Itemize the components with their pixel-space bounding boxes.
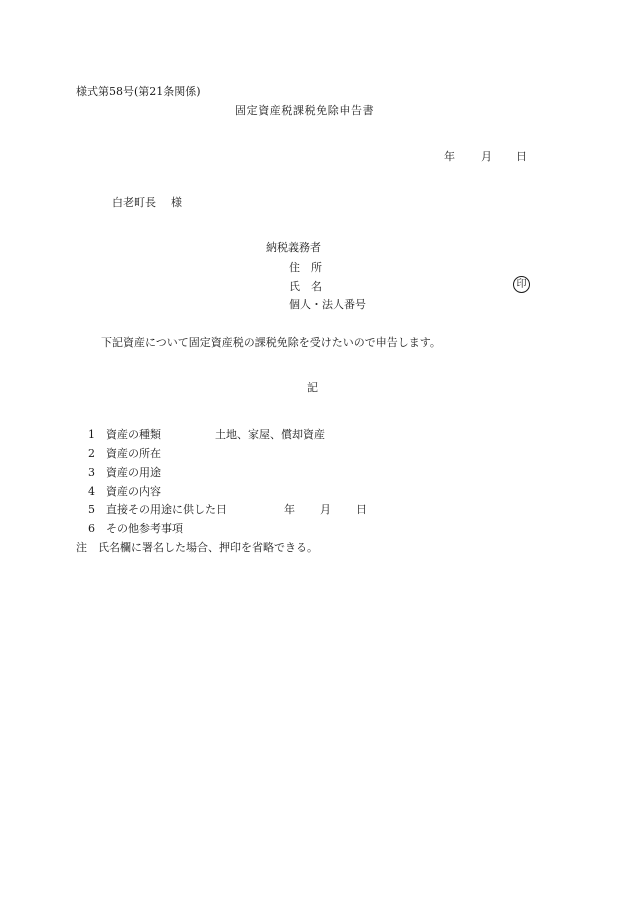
item-number: 4 (88, 485, 95, 498)
addressee-honorific: 様 (171, 196, 182, 209)
id-number-label: 個人・法人番号 (289, 298, 366, 311)
use-date-year-label: 年 (284, 503, 295, 516)
item-number: 6 (88, 522, 95, 535)
date-year-label: 年 (444, 150, 455, 163)
taxpayer-heading: 納税義務者 (266, 241, 321, 254)
address-label: 住 所 (289, 261, 322, 274)
item-label: 資産の内容 (106, 485, 161, 498)
date-day-label: 日 (516, 150, 527, 163)
item-number: 1 (88, 428, 95, 441)
addressee-name: 白老町長 (112, 196, 156, 209)
name-label: 氏 名 (289, 280, 322, 293)
item-label: 資産の種類 (106, 428, 161, 441)
item-label: 直接その用途に供した日 (106, 503, 227, 516)
item-number: 5 (88, 503, 95, 516)
note-text: 注 氏名欄に署名した場合、押印を省略できる。 (76, 541, 318, 554)
item-number: 2 (88, 447, 95, 460)
use-date-month-label: 月 (320, 503, 331, 516)
seal-mark: 印 (513, 276, 530, 293)
item-number: 3 (88, 466, 95, 479)
use-date-day-label: 日 (356, 503, 367, 516)
intro-text: 下記資産について固定資産税の課税免除を受けたいので申告します。 (101, 336, 441, 349)
item-label: その他参考事項 (106, 522, 183, 535)
form-number: 様式第58号(第21条関係) (76, 85, 201, 98)
date-month-label: 月 (481, 150, 492, 163)
item-label: 資産の用途 (106, 466, 161, 479)
asset-type-value: 土地、家屋、償却資産 (215, 428, 325, 441)
ki-heading: 記 (307, 381, 318, 394)
document-title: 固定資産税課税免除申告書 (235, 104, 375, 117)
item-label: 資産の所在 (106, 447, 161, 460)
